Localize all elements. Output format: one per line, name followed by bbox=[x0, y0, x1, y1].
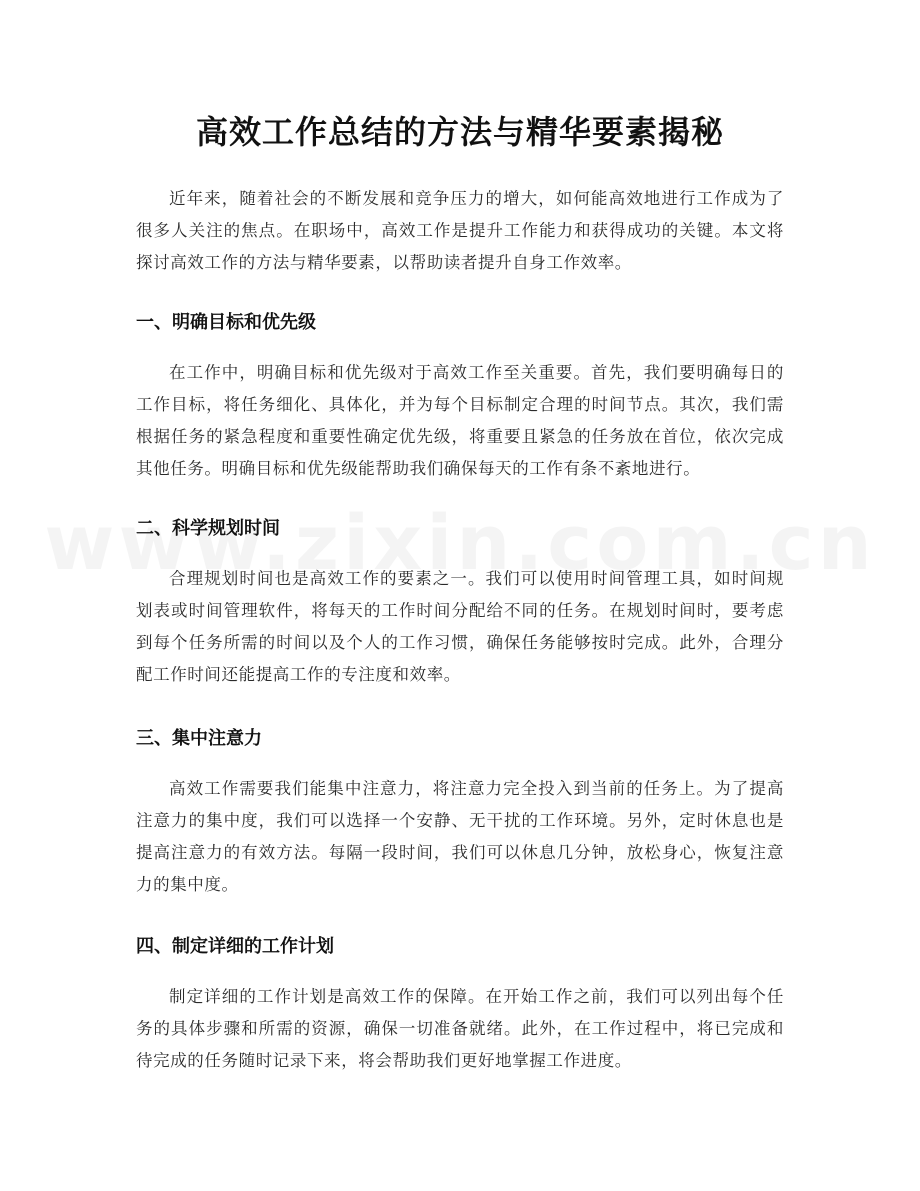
section-heading-4: 四、制定详细的工作计划 bbox=[136, 936, 334, 957]
section-heading-2: 二、科学规划时间 bbox=[136, 518, 280, 539]
section-body-4: 制定详细的工作计划是高效工作的保障。在开始工作之前，我们可以列出每个任务的具体步骤和所需的资源，确保一切准备就绪。此外，在工作过程中，将已完成和待完成的任务随时记录下来，将会帮助我们更好地掌握工作进度。 bbox=[136, 987, 784, 1070]
intro-paragraph: 近年来，随着社会的不断发展和竞争压力的增大，如何能高效地进行工作成为了很多人关注的焦点。在职场中，高效工作是提升工作能力和获得成功的关键。本文将探讨高效工作的方法与精华要素，以帮助读者提升自身工作效率。 bbox=[136, 189, 784, 272]
section-body-1: 在工作中，明确目标和优先级对于高效工作至关重要。首先，我们要明确每日的工作目标，将任务细化、具体化，并为每个目标制定合理的时间节点。其次，我们需根据任务的紧急程度和重要性确定优先级，将重要且紧急的任务放在首位，依次完成其他任务。明确目标和优先级能帮助我们确保每天的工作有条不紊地进行。 bbox=[136, 363, 784, 478]
section-heading-3: 三、集中注意力 bbox=[136, 728, 262, 749]
section-heading-1: 一、明确目标和优先级 bbox=[136, 312, 316, 333]
section-body-3: 高效工作需要我们能集中注意力，将注意力完全投入到当前的任务上。为了提高注意力的集中度，我们可以选择一个安静、无干扰的工作环境。另外，定时休息也是提高注意力的有效方法。每隔一段时间，我们可以休息几分钟，放松身心，恢复注意力的集中度。 bbox=[136, 779, 784, 894]
document-title: 高效工作总结的方法与精华要素揭秘 bbox=[195, 113, 724, 151]
section-body-2: 合理规划时间也是高效工作的要素之一。我们可以使用时间管理工具，如时间规划表或时间管理软件，将每天的工作时间分配给不同的任务。在规划时间时，要考虑到每个任务所需的时间以及个人的工作习惯，确保任务能够按时完成。此外，合理分配工作时间还能提高工作的专注度和效率。 bbox=[136, 569, 784, 684]
